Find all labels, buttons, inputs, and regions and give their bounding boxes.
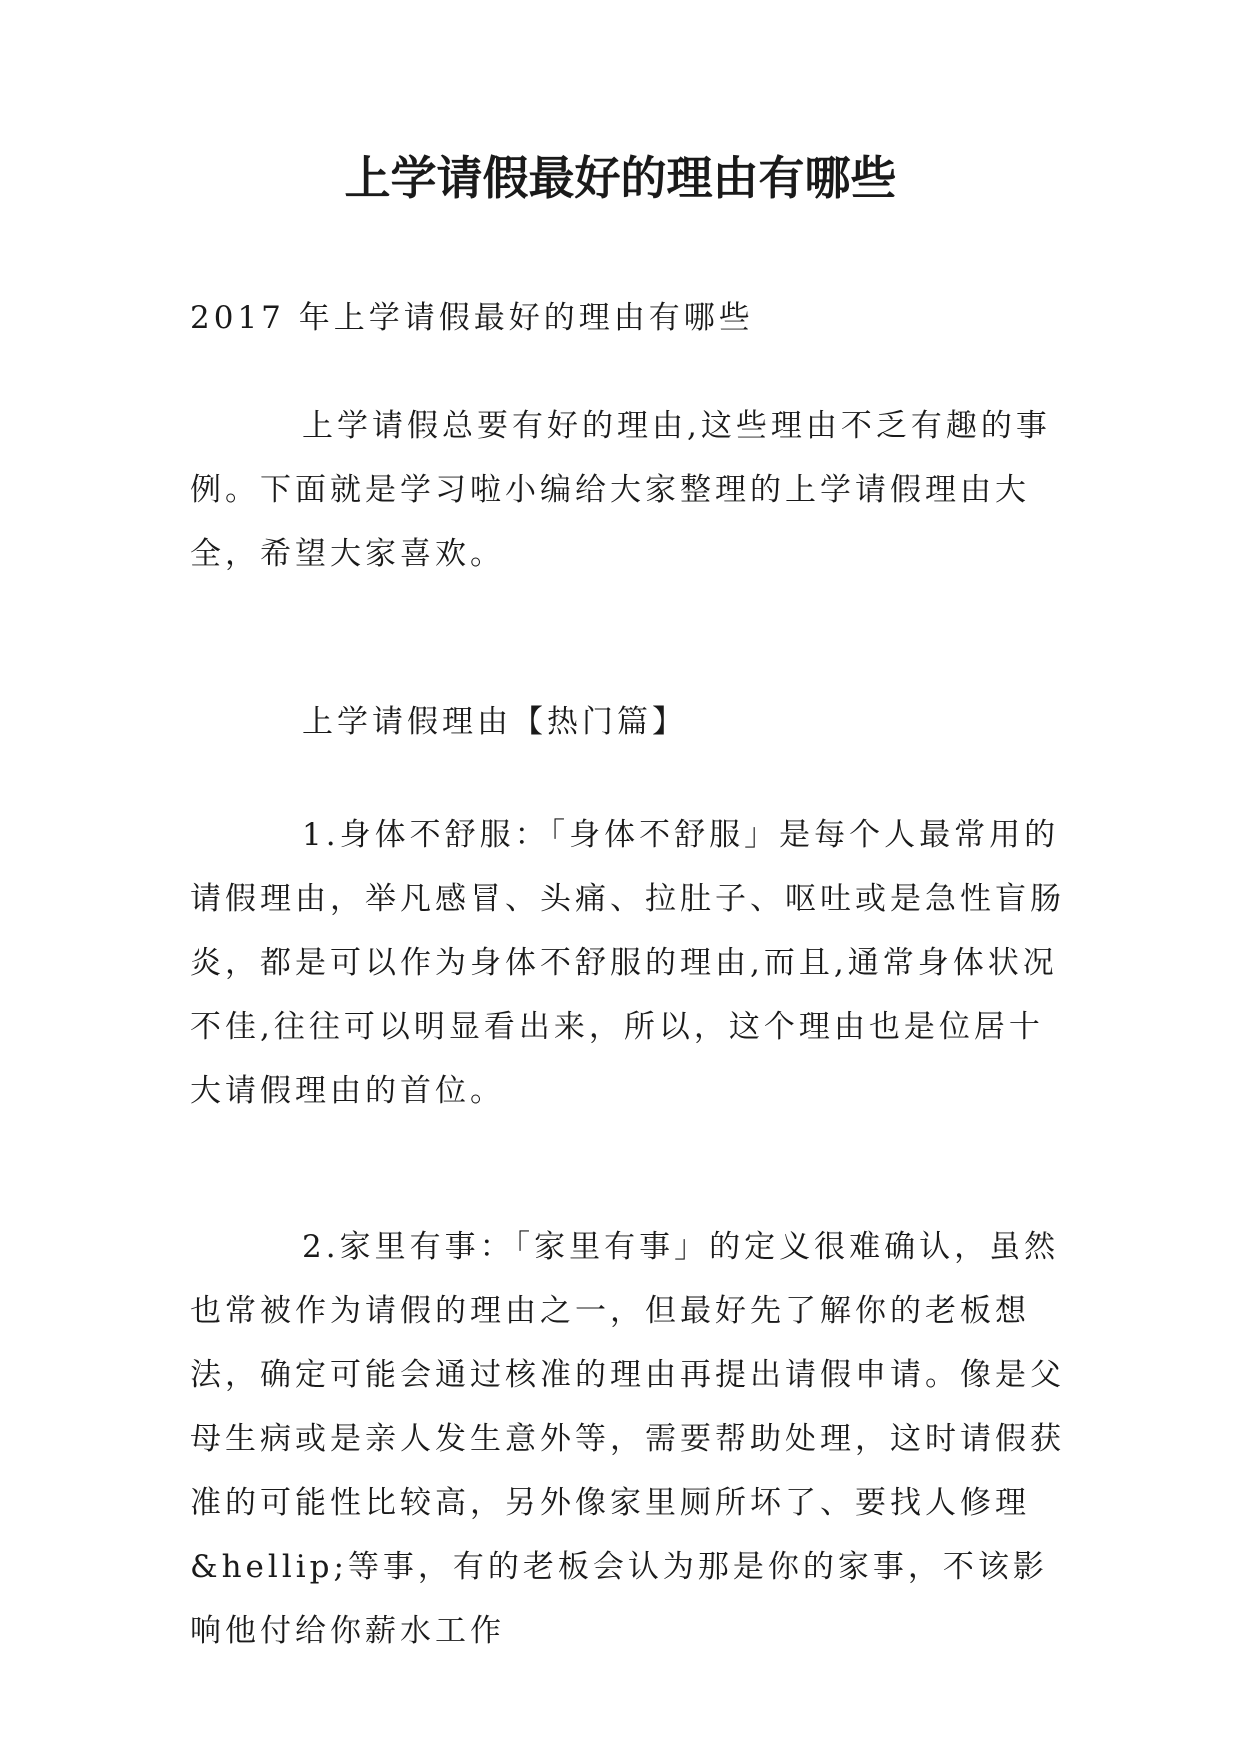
intro-paragraph: 上学请假总要有好的理由,这些理由不乏有趣的事例。下面就是学习啦小编给大家整理的上学请假理由大全，希望大家喜欢。	[190, 408, 1051, 572]
document-title: 上学请假最好的理由有哪些	[344, 151, 897, 205]
section-heading: 上学请假理由【热门篇】	[302, 704, 687, 740]
reason-paragraph-1: 1.身体不舒服：「身体不舒服」是每个人最常用的请假理由，举凡感冒、头痛、拉肚子、呕吐或是急性盲肠炎，都是可以作为身体不舒服的理由,而且,通常身体状况不佳,往往可以明显看出来，所以，这个理由也是位居十大请假理由的首位。	[190, 817, 1065, 1109]
document-subtitle: 2017 年上学请假最好的理由有哪些	[190, 300, 754, 336]
reason-paragraph-2: 2.家里有事：「家里有事」的定义很难确认，虽然也常被作为请假的理由之一，但最好先了解你的老板想法，确定可能会通过核准的理由再提出请假申请。像是父母生病或是亲人发生意外等，需要帮助处理，这时请假获准的可能性比较高，另外像家里厕所坏了、要找人修理&hellip;等事，有的老板会认为那是你的家事，不该影响他付给你薪水工作	[190, 1229, 1065, 1649]
